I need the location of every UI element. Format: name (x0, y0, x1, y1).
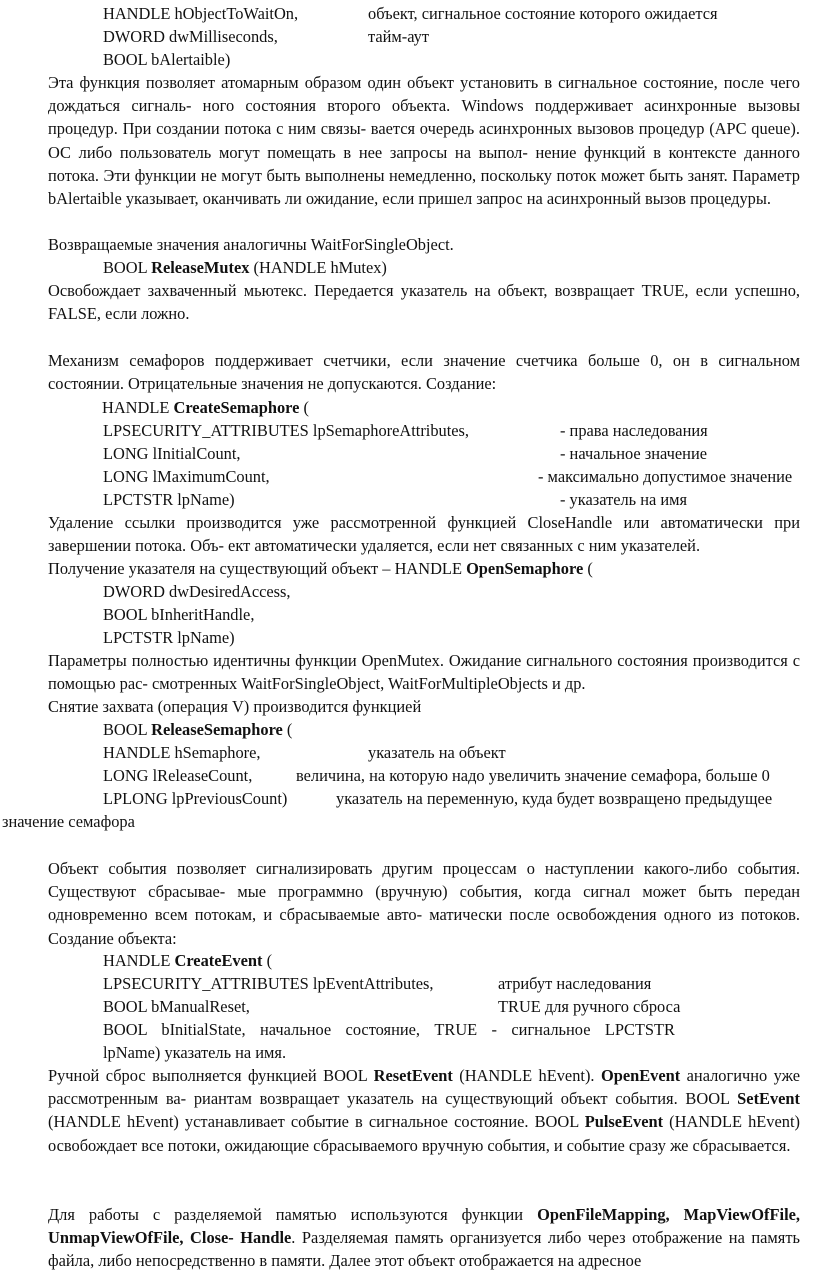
param-bmanualreset-comment: TRUE для ручного сброса (498, 997, 681, 1016)
param-lpname-event: lpName) указатель на имя. (103, 1043, 287, 1062)
set-event-name: SetEvent (737, 1089, 800, 1109)
param-lppreviouscount: LPLONG lpPreviousCount) (103, 789, 288, 808)
param-lreleasecount-comment: величина, на которую надо увеличить значение семафора, больше 0 (296, 766, 770, 785)
param-binherithandle: BOOL bInheritHandle, (103, 605, 255, 624)
param-bmanualreset: BOOL bManualReset, (103, 997, 250, 1016)
create-semaphore-name: CreateSemaphore (173, 398, 300, 417)
reset-event-name: ResetEvent (373, 1066, 453, 1085)
param-hsemaphore: HANDLE hSemaphore, (103, 743, 261, 762)
param-lpeventattributes-comment: атрибут наследования (498, 974, 652, 993)
release-mutex-name: ReleaseMutex (151, 258, 250, 277)
param-binitialstate: BOOL bInitialState, начальное состояние, TRUE - сигнальное LPCTSTR (103, 1020, 675, 1039)
param-lppreviouscount-comment-tail: значение семафора (2, 812, 135, 831)
param-linitialcount-comment: - начальное значение (560, 444, 708, 463)
param-linitialcount: LONG lInitialCount, (103, 444, 241, 463)
param-lpname-comment: - указатель на имя (560, 490, 688, 509)
param-lmaximumcount-comment: - максимально допустимое значение (538, 467, 793, 486)
param-hsemaphore-comment: указатель на объект (368, 743, 506, 762)
param-lpsemaphoreattributes-comment: - права наследования (560, 421, 708, 440)
paragraph-return-values: Возвращаемые значения аналогичны WaitForSingleObject. (48, 235, 454, 254)
param-lmaximumcount: LONG lMaximumCount, (103, 467, 270, 486)
param-balertaible: BOOL bAlertaible) (103, 50, 231, 69)
param-hobjecttowaiton: HANDLE hObjectToWaitOn, (103, 4, 299, 23)
release-semaphore-signature: BOOL ReleaseSemaphore ( (103, 720, 293, 739)
paragraph-semaphore-delete: Удаление ссылки производится уже рассмотренной функцией CloseHandle или автоматически при завершении потока. Объ- ект автоматически удаляется, если нет связанных с ним указателей. (48, 513, 800, 556)
paragraph-event-functions: Ручной сброс выполняется функцией BOOL ResetEvent (HANDLE hEvent). OpenEvent аналогично уже рассмотренным ва- риантам возвращает указатель на существующий объект события. BOOL SetEvent (HANDLE hEvent) устанавливает событие в сигнальное состояние. BOOL PulseEvent (HANDLE hEvent) освобождает все потоки, ожидающие сбрасываемого вручную события, и событие сразу же сбрасывается. (48, 1066, 801, 1155)
create-semaphore-signature: HANDLE CreateSemaphore ( (102, 398, 309, 417)
release-mutex-signature: BOOL ReleaseMutex (HANDLE hMutex) (103, 258, 387, 277)
paragraph-release-caption: Снятие захвата (операция V) производится функцией (48, 697, 422, 716)
paragraph-params-identical: Параметры полностью идентичны функции OpenMutex. Ожидание сигнального состояния производится с помощью рас- смотренных WaitForSingleObject, WaitForMultipleObjects и др. (48, 651, 800, 694)
param-dwdesiredaccess: DWORD dwDesiredAccess, (103, 582, 291, 601)
paragraph-shared-memory: Для работы с разделяемой памятью используются функции OpenFileMapping, MapViewOfFile, UnmapViewOfFile, Close- Handle. Разделяемая память организуется либо через отображение на память файла, либо непосредственно в памяти. Далее этот объект отображается на адресное (48, 1205, 801, 1271)
create-event-signature: HANDLE CreateEvent ( (103, 951, 273, 970)
paragraph-semaphore-intro: Механизм семафоров поддерживает счетчики, если значение счетчика больше 0, он в сигнальном состоянии. Отрицательные значения не допускаются. Создание: (48, 351, 800, 394)
release-semaphore-name: ReleaseSemaphore (151, 720, 283, 739)
param-lpname: LPCTSTR lpName) (103, 490, 235, 509)
open-semaphore-name: OpenSemaphore (466, 559, 584, 578)
open-event-name: OpenEvent (600, 1066, 681, 1085)
create-event-name: CreateEvent (174, 951, 263, 970)
open-semaphore-signature: Получение указателя на существующий объект – HANDLE OpenSemaphore ( (48, 559, 593, 578)
param-lpsemaphoreattributes: LPSECURITY_ATTRIBUTES lpSemaphoreAttributes, (103, 421, 470, 440)
param-dwmilliseconds-comment: тайм-аут (368, 27, 430, 46)
param-lppreviouscount-comment: указатель на переменную, куда будет возвращено предыдущее (336, 789, 773, 808)
param-lpeventattributes: LPSECURITY_ATTRIBUTES lpEventAttributes, (103, 974, 434, 993)
paragraph-signal-and-wait: Эта функция позволяет атомарным образом один объект установить в сигнальное состояние, после чего дождаться сигналь- ного состояния второго объекта. Windows поддерживает асинхронные вызовы процедур. При создании потока с ним связы- вается очередь асинхронных вызовов процедур (APC queue). ОС либо пользователь могут помещать в нее запросы на выпол- нение функций в контексте данного потока. Эти функции не могут быть выполнены немедленно, поскольку поток может быть занят. Параметр bAlertaible указывает, оканчивать ли ожидание, если пришел запрос на асинхронный вызов процедуры. (48, 73, 800, 209)
param-lreleasecount: LONG lReleaseCount, (103, 766, 253, 785)
param-dwmilliseconds: DWORD dwMilliseconds, (103, 27, 278, 46)
param-hobjecttowaiton-comment: объект, сигнальное состояние которого ожидается (368, 4, 718, 23)
param-lpname-open: LPCTSTR lpName) (103, 628, 235, 647)
paragraph-release-mutex: Освобождает захваченный мьютекс. Передается указатель на объект, возвращает TRUE, если успешно, FALSE, если ложно. (48, 281, 800, 324)
pulse-event-name: PulseEvent (584, 1112, 664, 1132)
paragraph-event-intro: Объект события позволяет сигнализировать другим процессам о наступлении какого-либо события. Существуют сбрасывае- мые программно (вручную) события, когда сигнал может быть передан одновременно всем потокам, и сбрасываемые авто- матически после освобождения одного из потоков. Создание объекта: (48, 859, 800, 948)
file-mapping-functions: OpenFileMapping, MapViewOfFile, UnmapViewOfFile, Close- Handle (48, 1205, 801, 1248)
